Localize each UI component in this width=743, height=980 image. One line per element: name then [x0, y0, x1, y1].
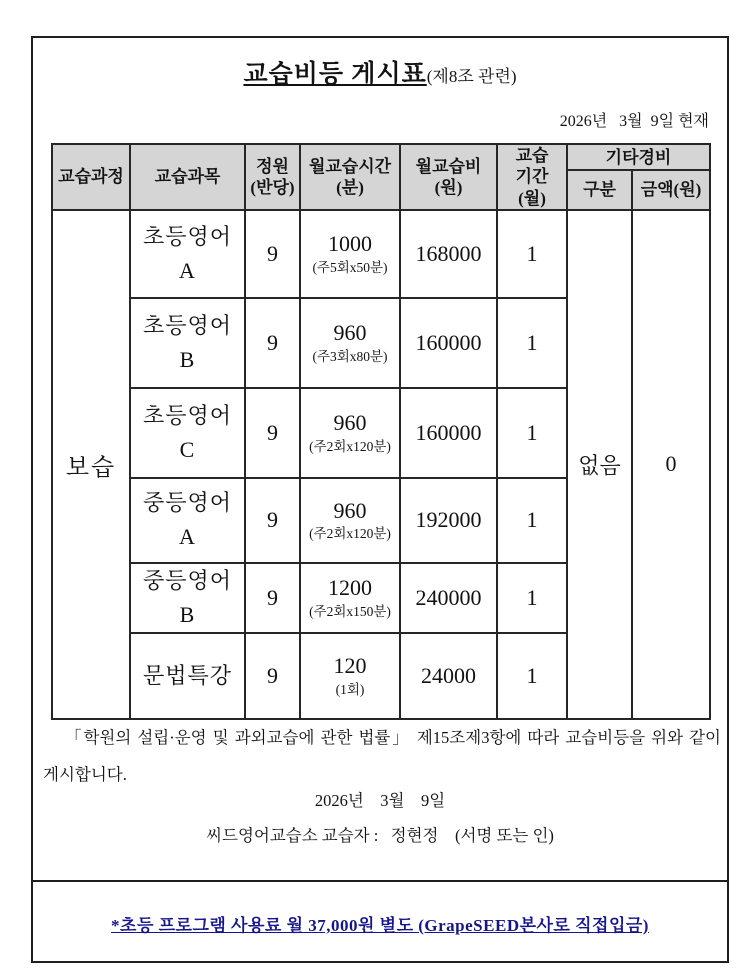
time-cell — [300, 210, 400, 298]
header-time-line1: 월교습시간 — [308, 156, 392, 176]
time-detail: (주5회x50분) — [312, 259, 388, 275]
subject-cell — [130, 478, 245, 563]
period-cell: 1 — [497, 633, 567, 719]
signature-line: 씨드영어교습소 교습자 : 정현정 (서명 또는 인) — [206, 826, 554, 845]
time-main: 1200 — [328, 575, 372, 601]
tuition-fee-table — [51, 143, 711, 720]
header-fee-line1: 월교습비 — [415, 156, 482, 176]
time-main: 1000 — [328, 231, 372, 256]
subject-line2: A — [179, 524, 196, 550]
header-capacity-line2: (반당) — [250, 177, 295, 197]
subject-line2: C — [179, 436, 196, 462]
time-detail: (주2회x120분) — [309, 526, 391, 542]
time-main: 120 — [333, 653, 367, 679]
bottom-note-section — [33, 880, 727, 965]
legal-statement: 「학원의 설립·운영 및 과외교습에 관한 법률」 제15조제3항에 따라 교습비등을 위와 같이 게시합니다. — [43, 728, 721, 784]
capacity-cell: 9 — [245, 563, 300, 633]
capacity-cell: 9 — [245, 388, 300, 478]
time-detail: (1회) — [335, 681, 365, 697]
header-time-line2: (분) — [336, 177, 364, 197]
subject-line1: 중등영어 — [142, 567, 232, 593]
page-title-suffix: (제8조 관련) — [426, 67, 517, 86]
subject-cell — [130, 633, 245, 719]
subject-cell — [130, 563, 245, 633]
fee-cell: 160000 — [400, 388, 497, 478]
fee-cell: 240000 — [400, 563, 497, 633]
time-main: 960 — [333, 410, 367, 435]
time-main: 960 — [333, 497, 367, 523]
subject-cell — [130, 210, 245, 298]
header-period-line1: 교습 — [515, 146, 549, 165]
header-fee-line2: (원) — [434, 177, 463, 197]
subject-cell — [130, 298, 245, 388]
header-subject: 교습과목 — [130, 144, 245, 210]
header-period-line2: 기간 — [515, 167, 549, 187]
program-fee-note: *초등 프로그램 사용료 월 37,000원 별도 (GrapeSEED본사로 직접입금) — [111, 916, 649, 935]
fee-cell: 160000 — [400, 298, 497, 388]
time-detail: (주3회x80분) — [312, 348, 388, 364]
header-period-line3: (월) — [518, 188, 546, 208]
subject-line1: 문법특강 — [142, 662, 232, 688]
header-monthly-time — [300, 144, 400, 210]
subject-line2: B — [179, 601, 196, 627]
fee-cell: 168000 — [400, 210, 497, 298]
document-title-wrap — [33, 54, 727, 90]
time-cell — [300, 388, 400, 478]
time-detail: (주2회x150분) — [309, 603, 391, 619]
period-cell: 1 — [497, 388, 567, 478]
period-cell: 1 — [497, 563, 567, 633]
time-detail: (주2회x120분) — [309, 438, 391, 454]
period-cell: 1 — [497, 210, 567, 298]
table-row — [52, 210, 710, 298]
capacity-cell: 9 — [245, 298, 300, 388]
time-cell — [300, 633, 400, 719]
header-course: 교습과정 — [52, 144, 130, 210]
subject-line1: 중등영어 — [142, 490, 232, 516]
header-capacity-line1: 정원 — [256, 156, 289, 176]
subject-line2: B — [179, 346, 196, 372]
time-cell — [300, 298, 400, 388]
header-other-amount: 금액(원) — [632, 170, 710, 209]
capacity-cell: 9 — [245, 478, 300, 563]
header-period — [497, 144, 567, 210]
fee-cell: 192000 — [400, 478, 497, 563]
as-of-date: 2026년 3월 9일 현재 — [559, 113, 709, 130]
page-title: 교습비등 게시표 — [243, 61, 427, 88]
capacity-cell: 9 — [245, 210, 300, 298]
period-cell: 1 — [497, 478, 567, 563]
time-main: 960 — [333, 320, 367, 345]
header-other-type: 구분 — [567, 170, 632, 209]
header-capacity — [245, 144, 300, 210]
capacity-cell: 9 — [245, 633, 300, 719]
subject-line2: A — [179, 257, 196, 283]
period-cell: 1 — [497, 298, 567, 388]
time-cell — [300, 478, 400, 563]
subject-line1: 초등영어 — [142, 402, 232, 428]
time-cell — [300, 563, 400, 633]
header-other-expense: 기타경비 — [567, 144, 710, 170]
fee-cell: 24000 — [400, 633, 497, 719]
subject-line1: 초등영어 — [142, 312, 232, 338]
subject-cell — [130, 388, 245, 478]
other-type-cell: 없음 — [567, 210, 632, 719]
other-amount-cell: 0 — [632, 210, 710, 719]
header-monthly-fee — [400, 144, 497, 210]
course-category-cell: 보습 — [52, 210, 130, 719]
subject-line1: 초등영어 — [142, 223, 232, 249]
signature-date: 2026년 3월 9일 — [314, 791, 446, 810]
page-border-frame — [31, 36, 729, 963]
